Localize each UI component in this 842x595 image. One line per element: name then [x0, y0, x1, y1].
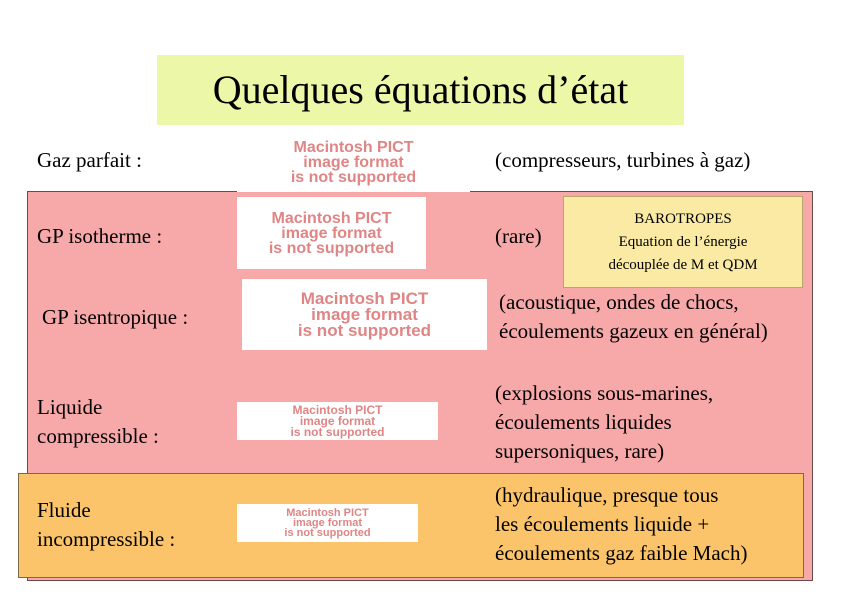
equation-image-placeholder: Macintosh PICT image format is not supported: [242, 279, 487, 350]
row-note-gp-isotherme: (rare): [495, 224, 542, 248]
equation-image-placeholder: Macintosh PICT image format is not supported: [237, 402, 438, 440]
equation-image-placeholder: Macintosh PICT image format is not supported: [237, 504, 418, 542]
row-note-gaz-parfait: (compresseurs, turbines à gaz): [495, 148, 751, 172]
row-label-gaz-parfait: Gaz parfait :: [37, 148, 142, 172]
row-note-fluide-incompressible: (hydraulique, presque tous les écoulements liquide + écoulements gaz faible Mach): [495, 483, 748, 565]
row-label-fluide-incompressible: Fluide incompressible :: [37, 498, 176, 551]
barotropes-line: Equation de l’énergie: [618, 233, 748, 250]
row-label-liquide-compressible: Liquide compressible :: [37, 395, 159, 448]
equation-image-placeholder: Macintosh PICT image format is not supported: [237, 197, 426, 269]
equation-image-placeholder: Macintosh PICT image format is not supported: [237, 133, 470, 192]
row-label-gp-isentropique: GP isentropique :: [42, 305, 189, 329]
barotropes-line: découplée de M et QDM: [608, 256, 758, 273]
row-note-gp-isentropique: (acoustique, ondes de chocs, écoulements gazeux en général): [499, 290, 768, 343]
slide-title-text: Quelques équations d’état: [212, 67, 629, 112]
barotropes-note: [563, 196, 803, 288]
slide-title: [157, 55, 684, 125]
barotropes-heading: BAROTROPES: [634, 210, 732, 227]
row-label-gp-isotherme: GP isotherme :: [37, 224, 163, 248]
row-note-liquide-compressible: (explosions sous-marines, écoulements liquides supersoniques, rare): [495, 381, 714, 463]
